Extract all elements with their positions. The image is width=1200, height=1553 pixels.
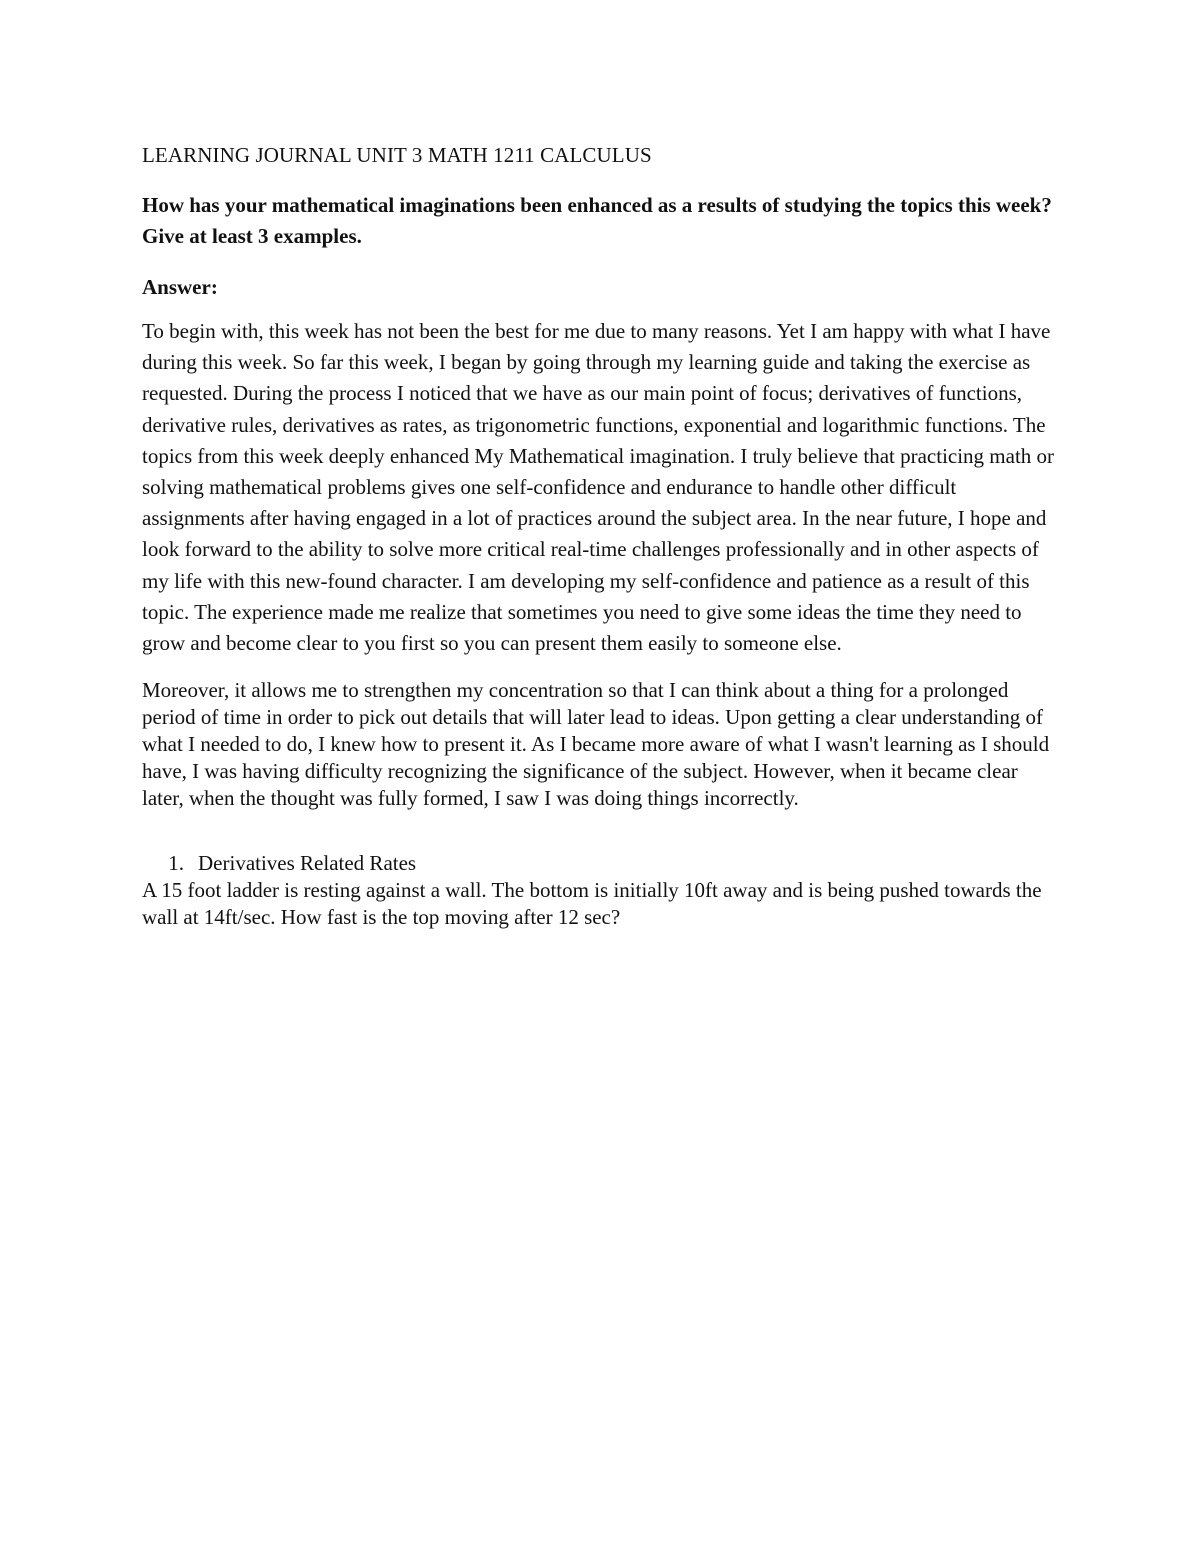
list-item bbox=[142, 850, 1062, 877]
examples-list bbox=[142, 850, 1062, 877]
list-item-number: 1. bbox=[168, 851, 184, 876]
document-content bbox=[142, 140, 1062, 931]
problem-statement: A 15 foot ladder is resting against a wall. The bottom is initially 10ft away and is being pushed towards the wall at 14ft/sec. How fast is the top moving after 12 sec? bbox=[142, 878, 1042, 930]
document-title: LEARNING JOURNAL UNIT 3 MATH 1211 CALCULUS bbox=[142, 143, 652, 167]
journal-question: How has your mathematical imaginations been enhanced as a results of studying the topics this week? Give at least 3 examples. bbox=[142, 193, 1052, 248]
list-item-heading: Derivatives Related Rates bbox=[198, 851, 417, 876]
answer-label: Answer: bbox=[142, 275, 218, 299]
answer-paragraph-2: Moreover, it allows me to strengthen my concentration so that I can think about a thing for a prolonged period of time in order to pick out details that will later lead to ideas. Upon getting a clear understanding of what I needed to do, I knew how to present it. As I became more aware of what I wasn't learning as I should have, I was having difficulty recognizing the significance of the subject. However, when it became clear later, when the thought was fully formed, I saw I was doing things incorrectly. bbox=[142, 678, 1050, 811]
answer-paragraph-1: To begin with, this week has not been the best for me due to many reasons. Yet I am happy with what I have during this week. So far this week, I began by going through my learning guide and taking the exercise as requested. During the process I noticed that we have as our main point of focus; derivatives of functions, derivative rules, derivatives as rates, as trigonometric functions, exponential and logarithmic functions. The topics from this week deeply enhanced My Mathematical imagination. I truly believe that practicing math or solving mathematical problems gives one self-confidence and endurance to handle other difficult assignments after having engaged in a lot of practices around the subject area. In the near future, I hope and look forward to the ability to solve more critical real-time challenges professionally and in other aspects of my life with this new-found character. I am developing my self-confidence and patience as a result of this topic. The experience made me realize that sometimes you need to give some ideas the time they need to grow and become clear to you first so you can present them easily to someone else. bbox=[142, 319, 1055, 656]
